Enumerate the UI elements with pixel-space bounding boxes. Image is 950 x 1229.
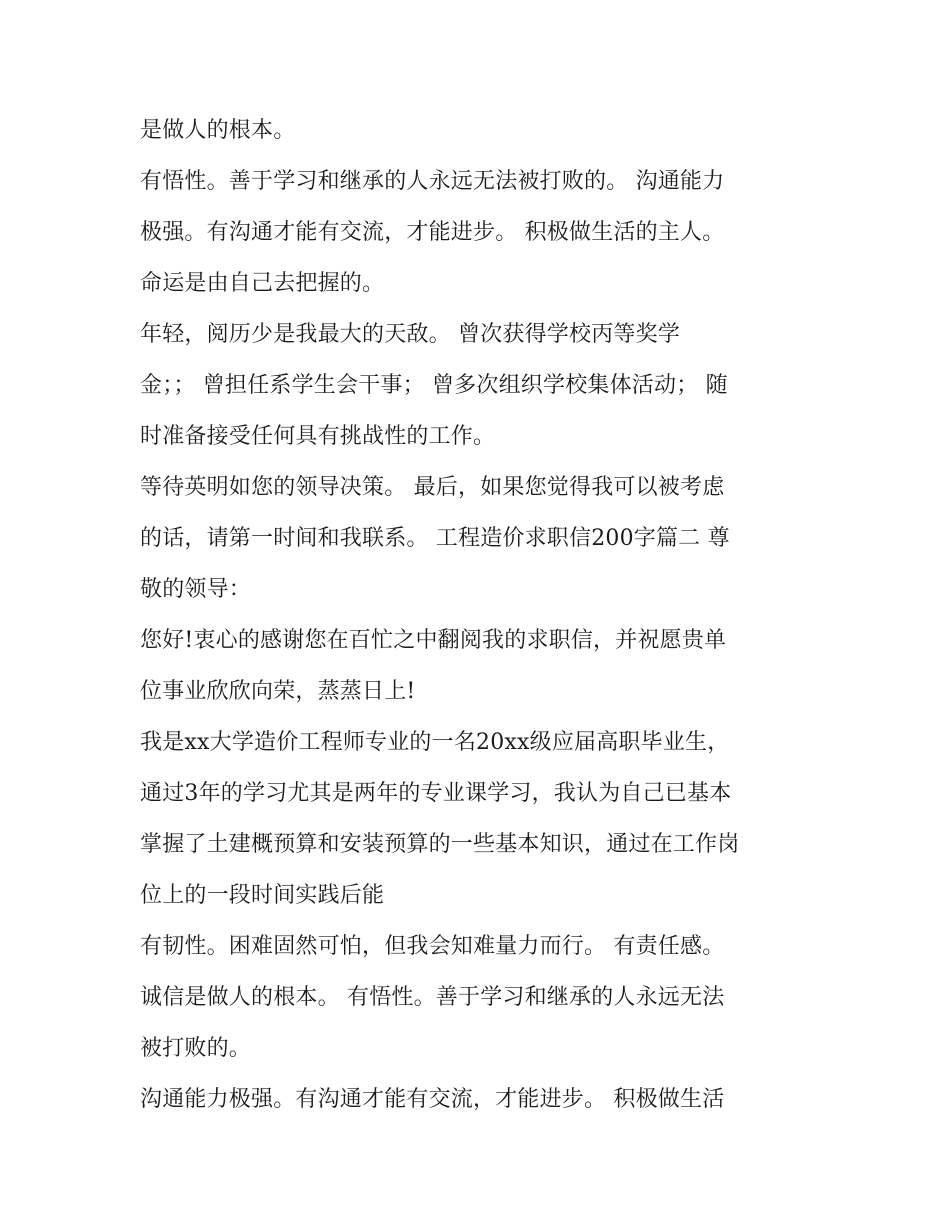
text-line: 的话，请第一时间和我联系。 工程造价求职信200字篇二 尊 [140,526,730,551]
text-line: 诚信是做人的根本。 有悟性。善于学习和继承的人永远无法 [140,985,725,1010]
text-line: 掌握了土建概预算和安装预算的一些基本知识，通过在工作岗 [140,832,740,857]
text-line: 敬的领导： [140,577,252,602]
text-line: 有悟性。善于学习和继承的人永远无法被打败的。 沟通能力 [140,169,725,194]
text-line: 有韧性。困难固然可怕，但我会知难量力而行。 有责任感。 [140,934,725,959]
text-line: 是做人的根本。 [140,118,296,143]
document-body [140,105,820,1125]
text-line: 时准备接受任何具有挑战性的工作。 [140,424,496,449]
text-line: 等待英明如您的领导决策。 最后，如果您觉得我可以被考虑 [140,475,725,500]
text-line: 被打败的。 [140,1036,252,1061]
text-line: 通过3年的学习尤其是两年的专业课学习，我认为自己已基本 [140,781,732,806]
text-line: 极强。有沟通才能有交流，才能进步。 积极做生活的主人。 [140,220,725,245]
text-line: 位上的一段时间实践后能 [140,883,385,908]
text-line: 您好!衷心的感谢您在百忙之中翻阅我的求职信，并祝愿贵单 [140,628,727,653]
text-line: 位事业欣欣向荣，蒸蒸日上! [140,679,416,704]
text-line: 金；； 曾担任系学生会干事； 曾多次组织学校集体活动； 随 [140,373,728,398]
text-line: 命运是由自己去把握的。 [140,271,385,296]
text-line: 沟通能力极强。有沟通才能有交流，才能进步。 积极做生活 [140,1087,725,1112]
text-line: 年轻，阅历少是我最大的天敌。 曾次获得学校丙等奖学 [140,322,680,347]
text-line: 我是xx大学造价工程师专业的一名20xx级应届高职毕业生， [140,730,730,755]
